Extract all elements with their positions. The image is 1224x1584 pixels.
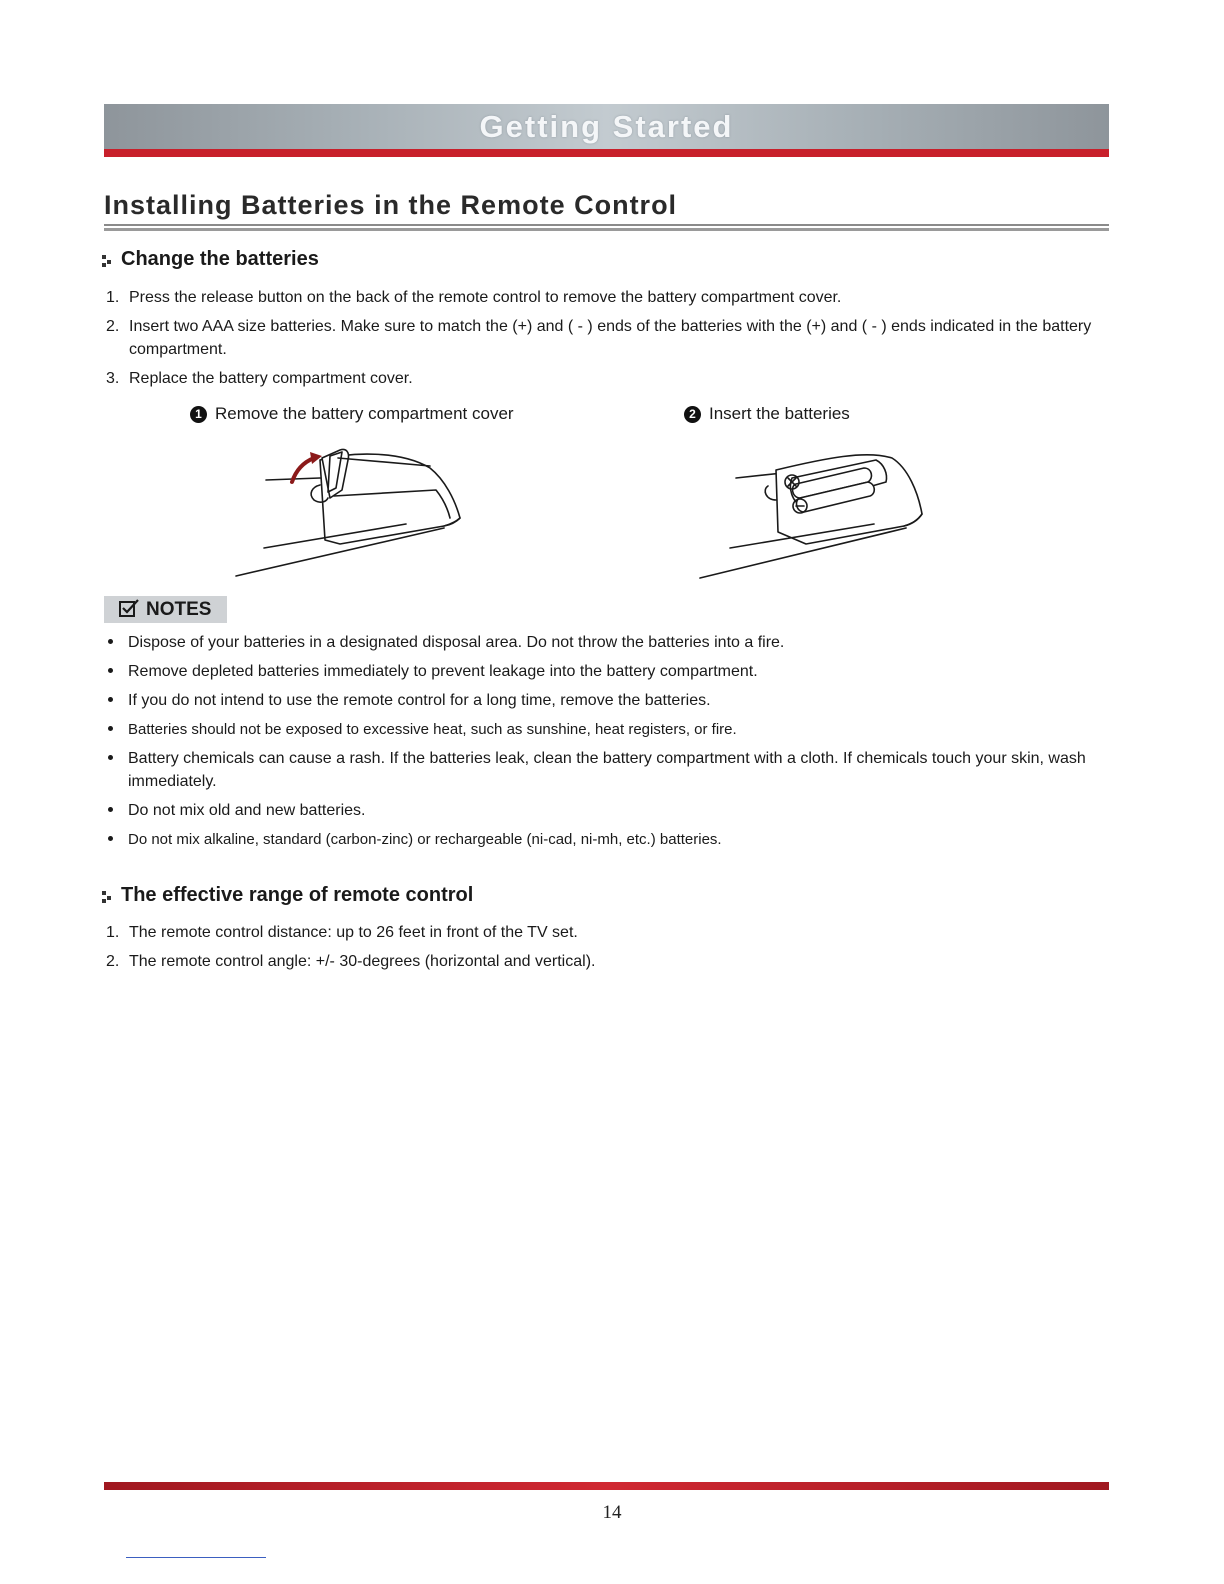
caption-text: Remove the battery compartment cover <box>215 404 514 423</box>
section-title: Installing Batteries in the Remote Control <box>104 190 678 220</box>
subheading-text: The effective range of remote control <box>121 884 474 906</box>
list-item <box>106 921 1111 944</box>
list-item <box>106 367 1111 390</box>
subheading-change-batteries <box>102 248 319 271</box>
checkbox-note-icon <box>118 598 140 626</box>
effective-range-steps <box>106 921 1111 973</box>
step-text: Press the release button on the back of the remote control to remove the battery compartment cover. <box>129 289 842 306</box>
footer-accent-stripe <box>104 1482 1109 1490</box>
step-number: 2. <box>106 318 120 335</box>
insert-batteries-illustration <box>696 440 936 585</box>
step-number: 1. <box>106 924 120 941</box>
title-divider-top <box>104 224 1109 226</box>
step-number: 2. <box>106 953 120 970</box>
step-number: 1. <box>106 289 120 306</box>
notes-label <box>104 596 227 623</box>
step-text: The remote control angle: +/- 30-degrees (horizontal and vertical). <box>129 953 596 970</box>
square-bullet-icon <box>102 887 116 903</box>
step-text: Replace the battery compartment cover. <box>129 370 413 387</box>
title-divider-bottom <box>104 228 1109 231</box>
list-item <box>106 315 1111 361</box>
subheading-text: Change the batteries <box>121 248 319 270</box>
footer-hairline <box>126 1557 266 1558</box>
note-item: If you do not intend to use the remote control for a long time, remove the batteries. <box>106 689 1111 712</box>
note-item: Dispose of your batteries in a designated disposal area. Do not throw the batteries into a fire. <box>106 631 1111 654</box>
note-item: Battery chemicals can cause a rash. If the batteries leak, clean the battery compartment with a cloth. If chemicals touch your skin, wash immediately. <box>106 747 1111 793</box>
step-text: Insert two AAA size batteries. Make sure to match the (+) and ( - ) ends of the batteries with the (+) and ( - ) ends indicated in the battery compartment. <box>129 318 1092 358</box>
notes-label-text: NOTES <box>146 599 212 620</box>
figure-2-caption <box>684 404 850 424</box>
square-bullet-icon <box>102 251 116 267</box>
step-text: The remote control distance: up to 26 feet in front of the TV set. <box>129 924 578 941</box>
list-item <box>106 286 1111 309</box>
step-number: 3. <box>106 370 120 387</box>
note-item: Do not mix old and new batteries. <box>106 799 1111 822</box>
caption-text: Insert the batteries <box>709 404 850 423</box>
note-item: Do not mix alkaline, standard (carbon-zinc) or rechargeable (ni-cad, ni-mh, etc.) batteries. <box>106 828 1111 851</box>
figure-number-badge: 1 <box>190 406 207 423</box>
list-item <box>106 950 1111 973</box>
notes-list <box>106 631 1111 857</box>
chapter-banner <box>104 104 1109 149</box>
note-item: Batteries should not be exposed to excessive heat, such as sunshine, heat registers, or fire. <box>106 718 1111 741</box>
subheading-effective-range <box>102 884 473 907</box>
note-item: Remove depleted batteries immediately to prevent leakage into the battery compartment. <box>106 660 1111 683</box>
figure-number-badge: 2 <box>684 406 701 423</box>
banner-accent-stripe <box>104 149 1109 157</box>
chapter-title: Getting Started <box>479 109 734 144</box>
page-number: 14 <box>602 1502 622 1523</box>
change-batteries-steps <box>106 286 1111 390</box>
remove-cover-illustration <box>230 440 470 585</box>
figure-1-caption <box>190 404 514 424</box>
